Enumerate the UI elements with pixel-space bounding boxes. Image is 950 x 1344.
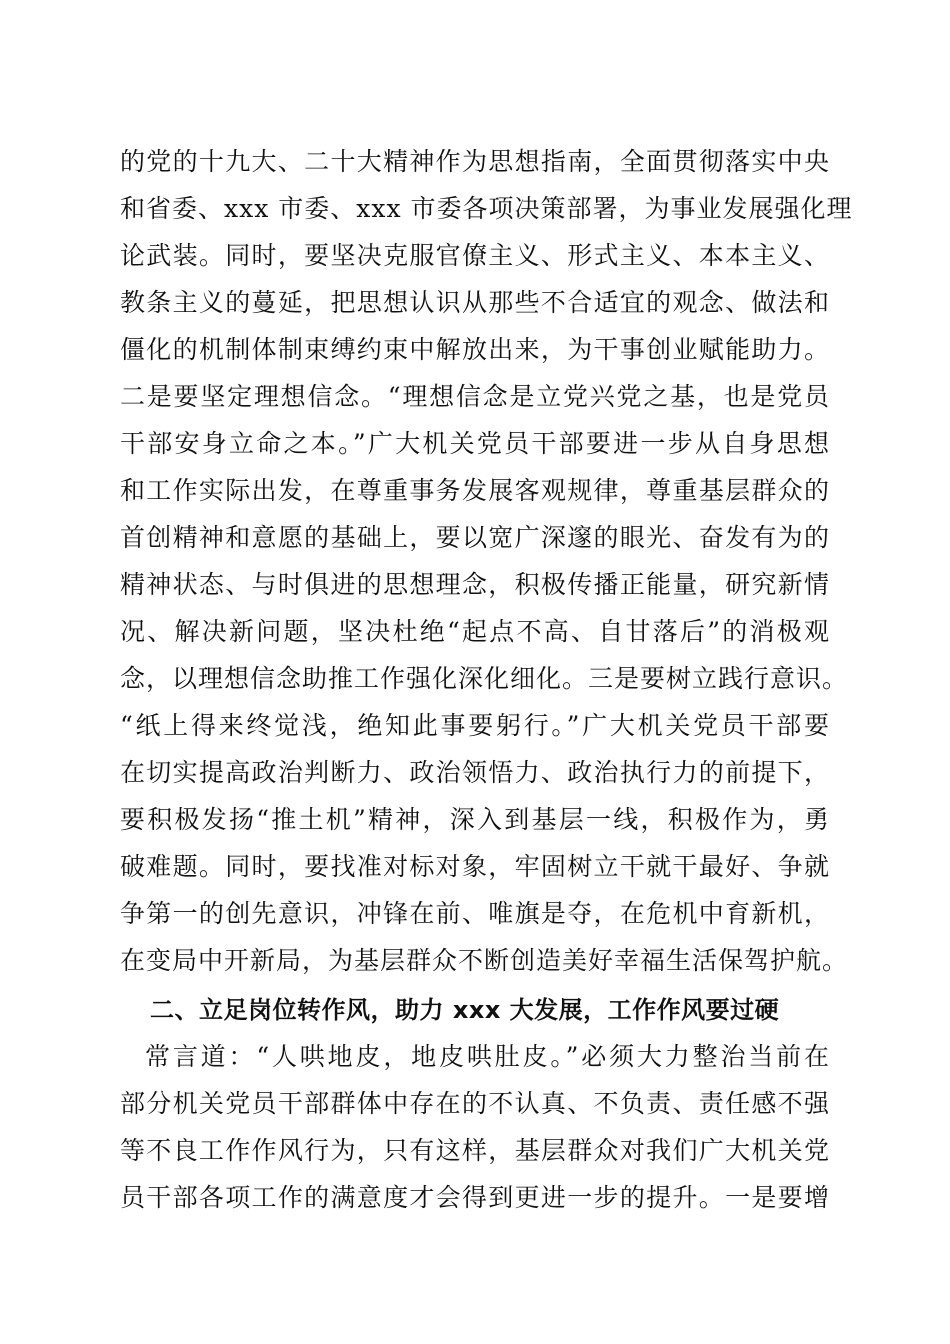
paragraph-line: 要积极发扬“推土机”精神，深入到基层一线，积极作为，勇 xyxy=(120,805,830,834)
paragraph-line: 干部安身立命之本。”广大机关党员干部要进一步从自身思想 xyxy=(120,429,830,458)
paragraph-line: 员干部各项工作的满意度才会得到更进一步的提升。一是要增 xyxy=(120,1183,830,1212)
paragraph-line: 常言道：“人哄地皮，地皮哄肚皮。”必须大力整治当前在 xyxy=(145,1042,830,1071)
paragraph-line: 争第一的创先意识，冲锋在前、唯旗是夺，在危机中育新机， xyxy=(120,899,830,928)
paragraph-line: 破难题。同时，要找准对标对象，牢固树立干就干最好、争就 xyxy=(120,852,830,881)
paragraph-line: “纸上得来终觉浅，绝知此事要躬行。”广大机关党员干部要 xyxy=(120,711,830,740)
paragraph-line: 况、解决新问题，坚决杜绝“起点不高、自甘落后”的消极观 xyxy=(120,617,830,646)
paragraph-line: 在变局中开新局，为基层群众不断创造美好幸福生活保驾护航。 xyxy=(120,946,849,975)
paragraph-line: 在切实提高政治判断力、政治领悟力、政治执行力的前提下， xyxy=(120,758,830,787)
paragraph-line: 论武装。同时，要坚决克服官僚主义、形式主义、本本主义、 xyxy=(120,241,830,270)
paragraph-line: 的党的十九大、二十大精神作为思想指南，全面贯彻落实中央 xyxy=(120,147,830,176)
paragraph-line: 首创精神和意愿的基础上，要以宽广深邃的眼光、奋发有为的 xyxy=(120,523,830,552)
paragraph-line: 僵化的机制体制束缚约束中解放出来，为干事创业赋能助力。 xyxy=(120,335,830,364)
paragraph-line: 部分机关党员干部群体中存在的不认真、不负责、责任感不强 xyxy=(120,1089,830,1118)
paragraph-line: 教条主义的蔓延，把思想认识从那些不合适宜的观念、做法和 xyxy=(120,288,830,317)
paragraph-line: 精神状态、与时俱进的思想理念，积极传播正能量，研究新情 xyxy=(120,570,830,599)
paragraph-line: 等不良工作作风行为，只有这样，基层群众对我们广大机关党 xyxy=(120,1136,830,1165)
section-heading: 二、立足岗位转作风，助力 xxx 大发展，工作作风要过硬 xyxy=(150,996,780,1024)
paragraph-line: 念，以理想信念助推工作强化深化细化。三是要树立践行意识。 xyxy=(120,664,849,693)
paragraph-line: 和省委、xxx 市委、xxx 市委各项决策部署，为事业发展强化理 xyxy=(120,194,853,223)
paragraph-line: 和工作实际出发，在尊重事务发展客观规律，尊重基层群众的 xyxy=(120,476,830,505)
paragraph-line: 二是要坚定理想信念。“理想信念是立党兴党之基，也是党员 xyxy=(120,382,830,411)
